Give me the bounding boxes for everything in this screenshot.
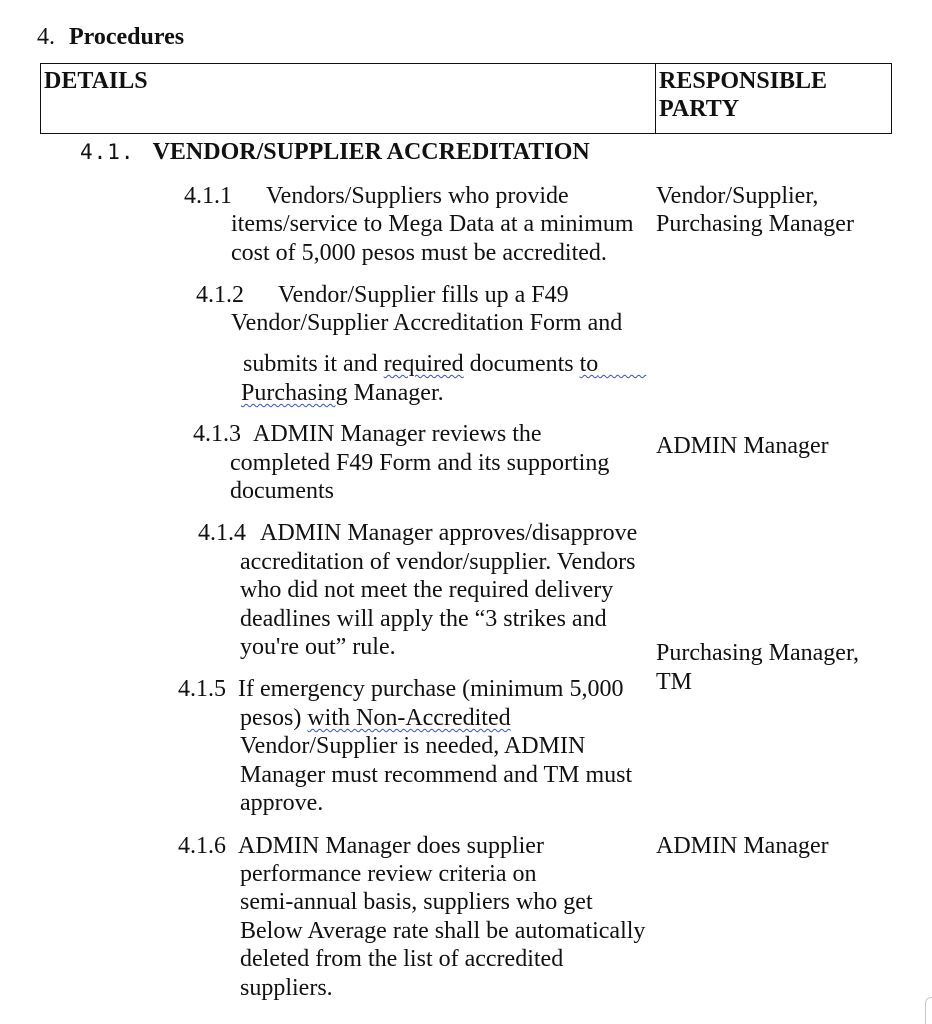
spellcheck-trailing-marker (598, 351, 646, 377)
step-number: 4.1.2 (196, 282, 244, 308)
spellcheck-flagged-word: with Non-Accredited (307, 705, 511, 731)
step-text-line: Vendor/Supplier Accreditation Form and (231, 310, 623, 336)
step-text-line: you're out” rule. (240, 634, 396, 660)
step-number: 4.1.5 (178, 676, 226, 702)
procedure-step-4-1-5 (178, 675, 623, 704)
responsible-party: Vendor/Supplier, (656, 183, 819, 209)
step-text-line: Vendor/Supplier fills up a F49 (278, 282, 569, 308)
procedure-step-4-1-6 (178, 832, 544, 861)
details-column-header: DETAILS (44, 68, 148, 94)
responsible-party: Purchasing Manager, (656, 640, 859, 666)
step-number: 4.1.6 (178, 833, 226, 859)
step-text-line: suppliers. (240, 975, 333, 1001)
page-corner-mark (925, 997, 932, 1024)
responsibility-table-header (40, 63, 892, 134)
responsible-party: Purchasing Manager (656, 211, 854, 237)
subsection-title: VENDOR/SUPPLIER ACCREDITATION (152, 139, 590, 165)
step-text-line: If emergency purchase (minimum 5,000 (238, 676, 624, 702)
step-text-line: submits it and required documents to (243, 350, 646, 379)
section-number: 4. (37, 24, 55, 50)
step-text-line: who did not meet the required delivery (240, 577, 614, 603)
responsible-party: ADMIN Manager (656, 833, 829, 859)
step-text-line: approve. (240, 790, 324, 816)
responsible-party-column-header: RESPONSIBLE PARTY (659, 68, 828, 122)
step-text-line: ADMIN Manager reviews the (253, 421, 542, 447)
step-text-line: items/service to Mega Data at a minimum (231, 211, 634, 237)
step-number: 4.1.4 (198, 520, 246, 546)
step-number: 4.1.3 (193, 421, 241, 447)
step-text-line: Below Average rate shall be automatically (240, 918, 646, 944)
procedure-step-4-1-3 (193, 420, 542, 449)
procedure-step-4-1-1 (184, 182, 569, 211)
step-text-line: pesos) with Non-Accredited (240, 705, 511, 731)
step-text-line: Purchasing Manager. (241, 380, 444, 406)
step-number: 4.1.1 (184, 183, 232, 209)
step-text-line: cost of 5,000 pesos must be accredited. (231, 240, 607, 266)
step-text-line: completed F49 Form and its supporting (230, 450, 610, 476)
responsible-party: ADMIN Manager (656, 433, 829, 459)
step-text-line: deadlines will apply the “3 strikes and (240, 606, 607, 632)
section-heading (37, 24, 184, 51)
step-text-line: ADMIN Manager approves/disapprove (260, 520, 638, 546)
subsection-number: 4.1. (80, 140, 135, 164)
subsection-heading (80, 139, 590, 166)
step-text-line: semi-annual basis, suppliers who get (240, 889, 593, 915)
procedure-step-4-1-4 (198, 519, 657, 548)
step-text-line: accreditation of vendor/supplier. Vendors (240, 549, 636, 575)
column-divider (655, 64, 656, 133)
spellcheck-flagged-word: Purchasing (241, 380, 348, 406)
step-text-line: Vendors/Suppliers who provide (266, 183, 569, 209)
spellcheck-flagged-word: to (579, 351, 599, 377)
step-text-line: ADMIN Manager does supplier (238, 833, 544, 859)
section-title: Procedures (69, 24, 185, 50)
responsible-party: TM (656, 669, 692, 695)
procedure-step-4-1-2 (196, 281, 569, 310)
step-text-line: documents (230, 478, 334, 504)
step-text-line: Vendor/Supplier is needed, ADMIN (240, 733, 586, 759)
step-text-line: deleted from the list of accredited (240, 946, 564, 972)
step-text-line: Manager must recommend and TM must (240, 762, 633, 788)
spellcheck-flagged-word: required (383, 351, 464, 377)
step-text-line: performance review criteria on (240, 861, 537, 887)
